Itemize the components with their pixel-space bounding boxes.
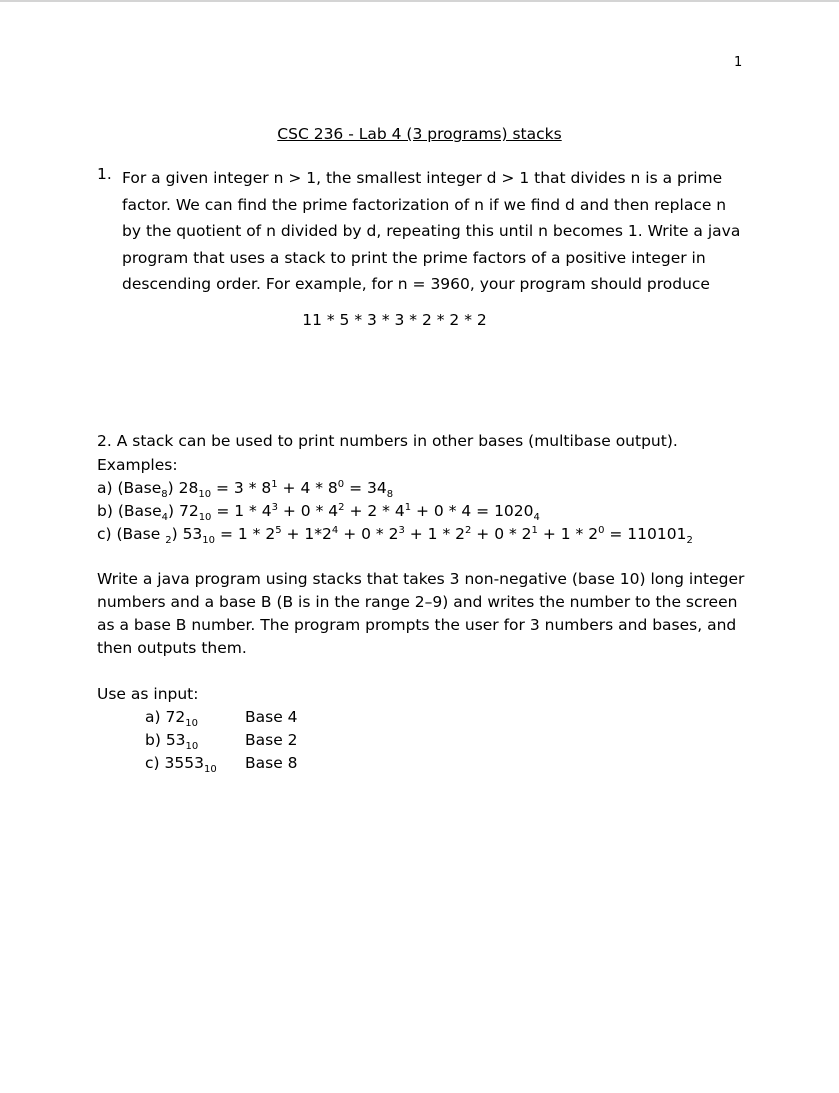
question-2-paragraph-line: numbers and a base B (B is in the range 2–9) and writes the number to the screen xyxy=(97,593,738,611)
example-a: a) (Base$_8$) $28_{10} = 3 * 8^1 + 4 * 8^0 = 34_8$ xyxy=(97,478,394,501)
page-top-border xyxy=(0,0,839,2)
example-output: 11 * 5 * 3 * 3 * 2 * 2 * 2 xyxy=(302,311,487,329)
question-1-number: 1. xyxy=(97,165,112,183)
question-1-line: program that uses a stack to print the prime factors of a positive integer in xyxy=(122,248,706,267)
question-2-paragraph-line: as a base B number. The program prompts the user for 3 numbers and bases, and xyxy=(97,616,737,634)
question-1-line: factor. We can find the prime factorization of n if we find d and then replace n xyxy=(122,195,727,214)
question-2-paragraph-line: Write a java program using stacks that takes 3 non-negative (base 10) long integer xyxy=(97,570,745,588)
question-2-intro: 2. A stack can be used to print numbers in other bases (multibase output). xyxy=(97,432,678,450)
input-item-c: c) $3553_{10}$ Base 8 xyxy=(145,754,298,776)
question-2-paragraph-line: then outputs them. xyxy=(97,639,247,657)
question-1-line: For a given integer n > 1, the smallest integer d > 1 that divides n is a prime xyxy=(122,169,723,187)
example-b: b) (Base$_4$) $72_{10} = 1 * 4^3 + 0 * 4^2 + 2 * 4^1 + 0 * 4 = 1020_4$ xyxy=(97,501,540,524)
page-number: 1 xyxy=(734,55,743,70)
question-1-line: by the quotient of n divided by d, repeating this until n becomes 1. Write a java xyxy=(122,222,741,240)
example-c: c) (Base $_2$) $53_{10} = 1 * 2^5 + 1*2^4 + 0 * 2^3 + 1 * 2^2 + 0 * 2^1 + 1 * 2^0 = 110101_2$ xyxy=(97,524,693,547)
input-label: Use as input: xyxy=(97,685,199,703)
page-title: CSC 236 - Lab 4 (3 programs) stacks xyxy=(277,125,562,143)
input-item-b: b) $53_{10}$ Base 2 xyxy=(145,731,298,753)
input-item-a: a) $72_{10}$ Base 4 xyxy=(145,708,298,730)
question-1-line: descending order. For example, for n = 3960, your program should produce xyxy=(122,275,710,293)
question-1-text xyxy=(122,165,747,298)
examples-label: Examples: xyxy=(97,456,178,474)
